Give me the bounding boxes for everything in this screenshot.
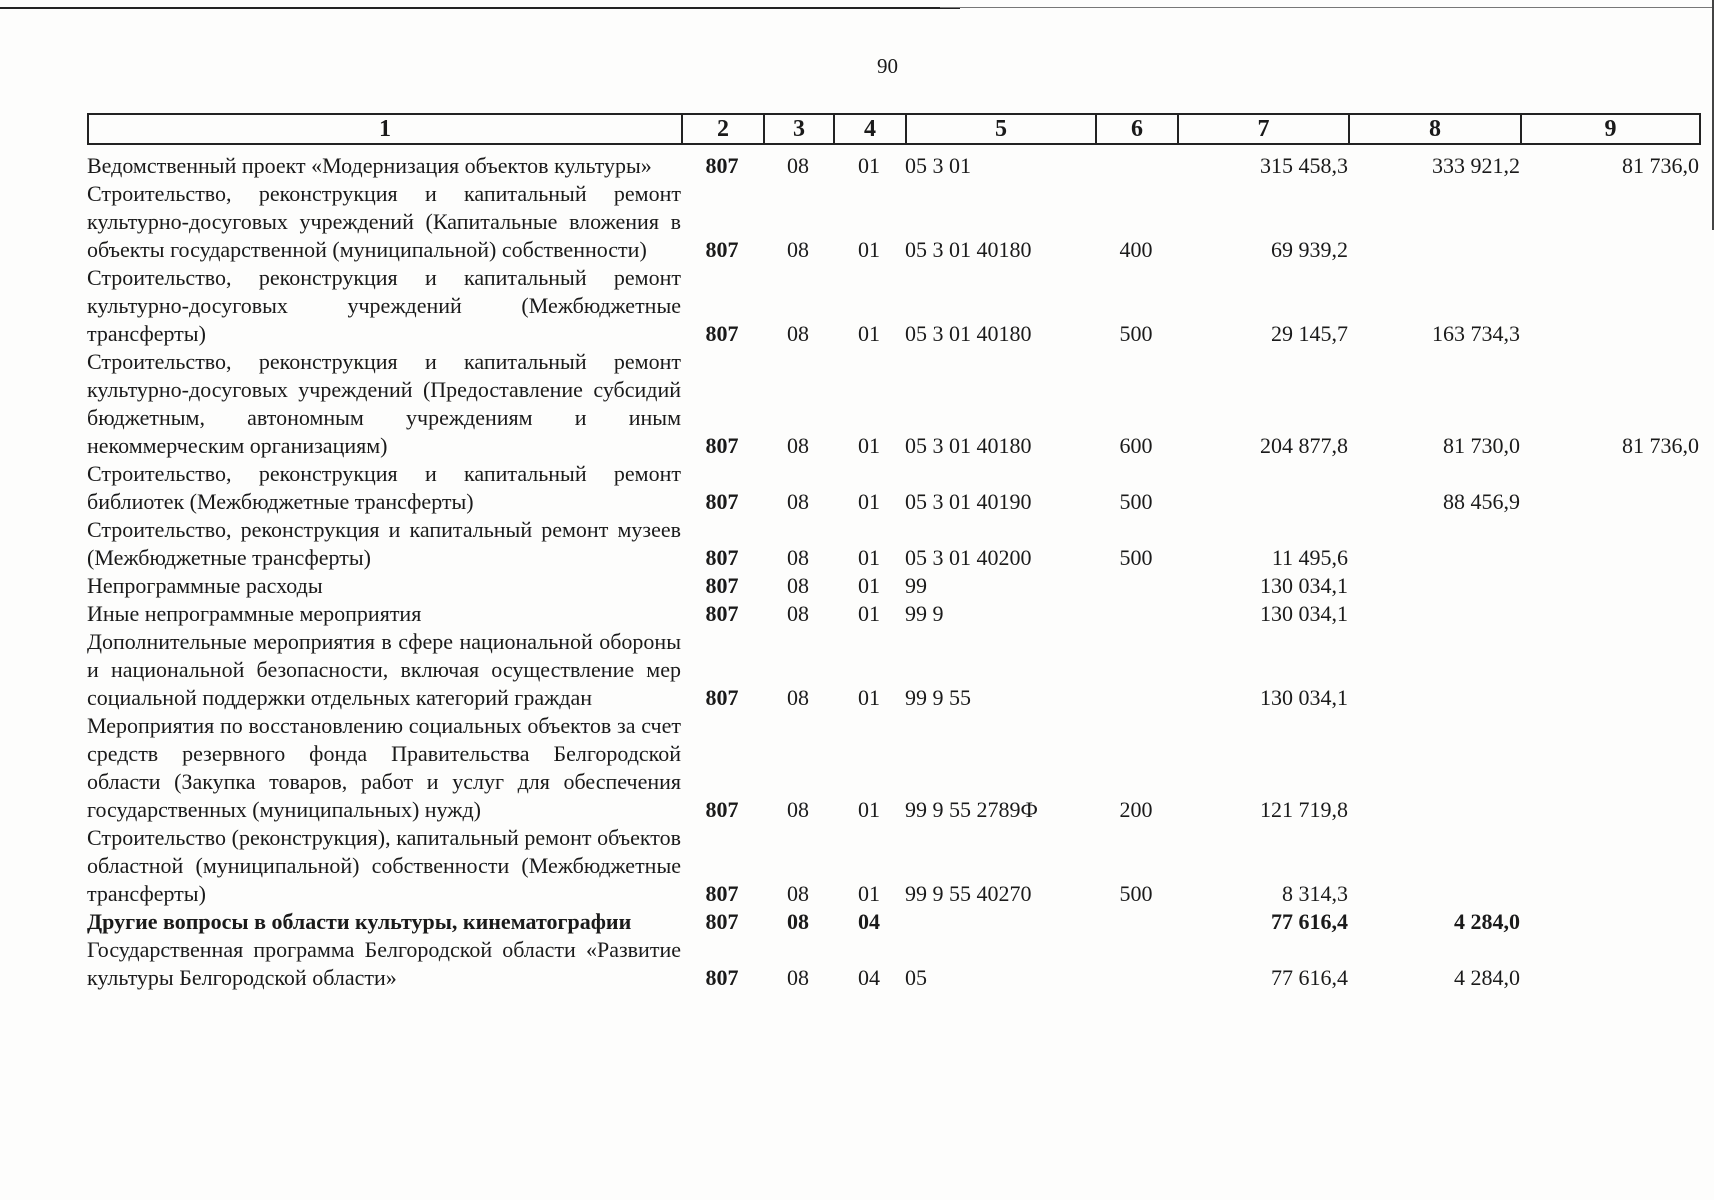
cell-target-article (905, 908, 1095, 936)
cell-amount-col7: 121 719,8 (1260, 797, 1348, 822)
row-name: Строительство (реконструкция), капитальный ремонт объектов областной (муниципальной) собственности (Межбюджетные трансферты) (87, 825, 681, 906)
cell-section: 08 (787, 881, 809, 906)
cell-ministry-code: 807 (705, 237, 739, 262)
row-name: Государственная программа Белгородской области «Развитие культуры Белгородской области» (87, 937, 681, 990)
cell-amount-col8 (1348, 600, 1520, 628)
cell-ministry-code: 807 (705, 321, 739, 346)
cell-target-article: 99 9 55 2789Ф (905, 797, 1038, 822)
cell-ministry-code: 807 (705, 909, 739, 934)
cell-expense-type: 400 (1119, 237, 1153, 262)
cell-target-article: 05 3 01 40200 (905, 545, 1032, 570)
table-row (87, 936, 1699, 992)
cell-amount-col8: 163 734,3 (1432, 321, 1520, 346)
cell-expense-type (1095, 908, 1177, 936)
page-number: 90 (877, 54, 898, 78)
cell-amount-col9 (1520, 600, 1699, 628)
cell-subsection: 01 (858, 601, 880, 626)
cell-amount-col9 (1520, 712, 1699, 824)
table-row (87, 712, 1699, 824)
col-header-3: 3 (764, 114, 834, 144)
cell-expense-type: 200 (1119, 797, 1153, 822)
cell-ministry-code: 807 (705, 881, 739, 906)
col-header-2: 2 (682, 114, 764, 144)
cell-target-article: 05 3 01 40180 (905, 321, 1032, 346)
cell-section: 08 (787, 153, 809, 178)
cell-section: 08 (787, 321, 809, 346)
cell-subsection: 01 (858, 573, 880, 598)
cell-amount-col7: 130 034,1 (1260, 601, 1348, 626)
table-row (87, 264, 1699, 348)
table-row (87, 348, 1699, 460)
cell-subsection: 01 (858, 685, 880, 710)
cell-expense-type: 500 (1119, 321, 1153, 346)
col-header-7: 7 (1178, 114, 1349, 144)
cell-subsection: 01 (858, 545, 880, 570)
column-header-row (88, 114, 1700, 144)
row-name: Другие вопросы в области культуры, кинематографии (87, 909, 632, 934)
row-name: Непрограммные расходы (87, 573, 323, 598)
cell-expense-type (1095, 600, 1177, 628)
cell-ministry-code: 807 (705, 153, 739, 178)
cell-target-article: 05 (905, 965, 927, 990)
cell-amount-col7: 130 034,1 (1260, 685, 1348, 710)
cell-section: 08 (787, 433, 809, 458)
cell-section: 08 (787, 489, 809, 514)
cell-target-article: 99 9 (905, 601, 944, 626)
cell-section: 08 (787, 237, 809, 262)
cell-expense-type (1095, 152, 1177, 180)
cell-amount-col8 (1348, 516, 1520, 572)
table-row (87, 600, 1699, 628)
cell-amount-col7: 29 145,7 (1271, 321, 1348, 346)
cell-expense-type: 500 (1119, 545, 1153, 570)
row-name: Мероприятия по восстановлению социальных объектов за счет средств резервного фонда Правительства Белгородской области (Закупка товаров, работ и услуг для обеспечения государственных (муниципальных) нужд) (87, 713, 681, 822)
cell-subsection: 04 (858, 909, 880, 934)
cell-target-article: 05 3 01 40190 (905, 489, 1032, 514)
table-row (87, 824, 1699, 908)
cell-ministry-code: 807 (705, 685, 739, 710)
cell-target-article: 05 3 01 40180 (905, 237, 1032, 262)
cell-subsection: 01 (858, 433, 880, 458)
cell-amount-col9 (1520, 628, 1699, 712)
row-name: Иные непрограммные мероприятия (87, 601, 422, 626)
cell-target-article: 99 9 55 40270 (905, 881, 1032, 906)
row-name: Строительство, реконструкция и капитальный ремонт культурно-досуговых учреждений (Капитальные вложения в объекты государственной (муниципальной) собственности) (87, 181, 681, 262)
table-row (87, 628, 1699, 712)
cell-ministry-code: 807 (705, 965, 739, 990)
col-header-6: 6 (1096, 114, 1178, 144)
table-row (87, 180, 1699, 264)
cell-ministry-code: 807 (705, 433, 739, 458)
table-row (87, 516, 1699, 572)
cell-amount-col9 (1520, 908, 1699, 936)
cell-amount-col7: 77 616,4 (1271, 965, 1348, 990)
cell-amount-col8 (1348, 824, 1520, 908)
cell-subsection: 01 (858, 237, 880, 262)
cell-subsection: 04 (858, 965, 880, 990)
table-row (87, 908, 1699, 936)
cell-amount-col7: 77 616,4 (1271, 909, 1348, 934)
cell-amount-col7: 315 458,3 (1260, 153, 1348, 178)
cell-ministry-code: 807 (705, 601, 739, 626)
row-name: Дополнительные мероприятия в сфере национальной обороны и национальной безопасности, включая осуществление мер социальной поддержки отдельных категорий граждан (87, 629, 681, 710)
cell-amount-col7: 204 877,8 (1260, 433, 1348, 458)
cell-ministry-code: 807 (705, 545, 739, 570)
cell-amount-col8: 4 284,0 (1454, 909, 1520, 934)
cell-amount-col9 (1520, 824, 1699, 908)
cell-section: 08 (787, 573, 809, 598)
cell-amount-col8 (1348, 628, 1520, 712)
cell-amount-col8: 4 284,0 (1454, 965, 1520, 990)
row-name: Строительство, реконструкция и капитальный ремонт музеев (Межбюджетные трансферты) (87, 517, 681, 570)
cell-section: 08 (787, 601, 809, 626)
cell-section: 08 (787, 909, 809, 934)
col-header-4: 4 (834, 114, 906, 144)
cell-amount-col9: 81 736,0 (1622, 153, 1699, 178)
row-name: Строительство, реконструкция и капитальный ремонт библиотек (Межбюджетные трансферты) (87, 461, 681, 514)
row-name: Строительство, реконструкция и капитальный ремонт культурно-досуговых учреждений (Предоставление субсидий бюджетным, автономным учреждениям и иным некоммерческим организациям) (87, 349, 681, 458)
top-rule-thin (940, 7, 1714, 8)
cell-amount-col8 (1348, 712, 1520, 824)
budget-table (87, 152, 1699, 992)
cell-amount-col7: 8 314,3 (1282, 881, 1348, 906)
cell-expense-type (1095, 572, 1177, 600)
cell-expense-type: 500 (1119, 489, 1153, 514)
top-rule (0, 7, 960, 9)
cell-amount-col8 (1348, 180, 1520, 264)
cell-amount-col8: 81 730,0 (1443, 433, 1520, 458)
column-header-table (87, 113, 1701, 145)
cell-ministry-code: 807 (705, 797, 739, 822)
table-row (87, 460, 1699, 516)
cell-amount-col8: 333 921,2 (1432, 153, 1520, 178)
col-header-5: 5 (906, 114, 1096, 144)
cell-amount-col7: 130 034,1 (1260, 573, 1348, 598)
col-header-8: 8 (1349, 114, 1521, 144)
cell-subsection: 01 (858, 489, 880, 514)
table-row (87, 152, 1699, 180)
table-row (87, 572, 1699, 600)
cell-target-article: 99 9 55 (905, 685, 971, 710)
cell-section: 08 (787, 797, 809, 822)
cell-amount-col8: 88 456,9 (1443, 489, 1520, 514)
cell-amount-col9: 81 736,0 (1622, 433, 1699, 458)
cell-subsection: 01 (858, 881, 880, 906)
cell-target-article: 99 (905, 573, 927, 598)
cell-amount-col9 (1520, 264, 1699, 348)
cell-amount-col9 (1520, 460, 1699, 516)
row-name: Ведомственный проект «Модернизация объектов культуры» (87, 153, 652, 178)
cell-section: 08 (787, 545, 809, 570)
cell-amount-col9 (1520, 516, 1699, 572)
cell-amount-col9 (1520, 572, 1699, 600)
cell-subsection: 01 (858, 797, 880, 822)
cell-expense-type (1095, 628, 1177, 712)
cell-amount-col7: 11 495,6 (1271, 545, 1348, 570)
cell-expense-type: 500 (1119, 881, 1153, 906)
cell-expense-type: 600 (1119, 433, 1153, 458)
cell-amount-col8 (1348, 572, 1520, 600)
cell-target-article: 05 3 01 40180 (905, 433, 1032, 458)
cell-amount-col9 (1520, 936, 1699, 992)
cell-expense-type (1095, 936, 1177, 992)
cell-target-article: 05 3 01 (905, 153, 971, 178)
cell-amount-col7 (1177, 460, 1348, 516)
row-name: Строительство, реконструкция и капитальный ремонт культурно-досуговых учреждений (Межбюджетные трансферты) (87, 265, 681, 346)
cell-amount-col9 (1520, 180, 1699, 264)
cell-subsection: 01 (858, 321, 880, 346)
cell-subsection: 01 (858, 153, 880, 178)
cell-ministry-code: 807 (705, 489, 739, 514)
col-header-9: 9 (1521, 114, 1700, 144)
cell-amount-col7: 69 939,2 (1271, 237, 1348, 262)
cell-ministry-code: 807 (705, 573, 739, 598)
cell-section: 08 (787, 965, 809, 990)
cell-section: 08 (787, 685, 809, 710)
col-header-1: 1 (88, 114, 682, 144)
